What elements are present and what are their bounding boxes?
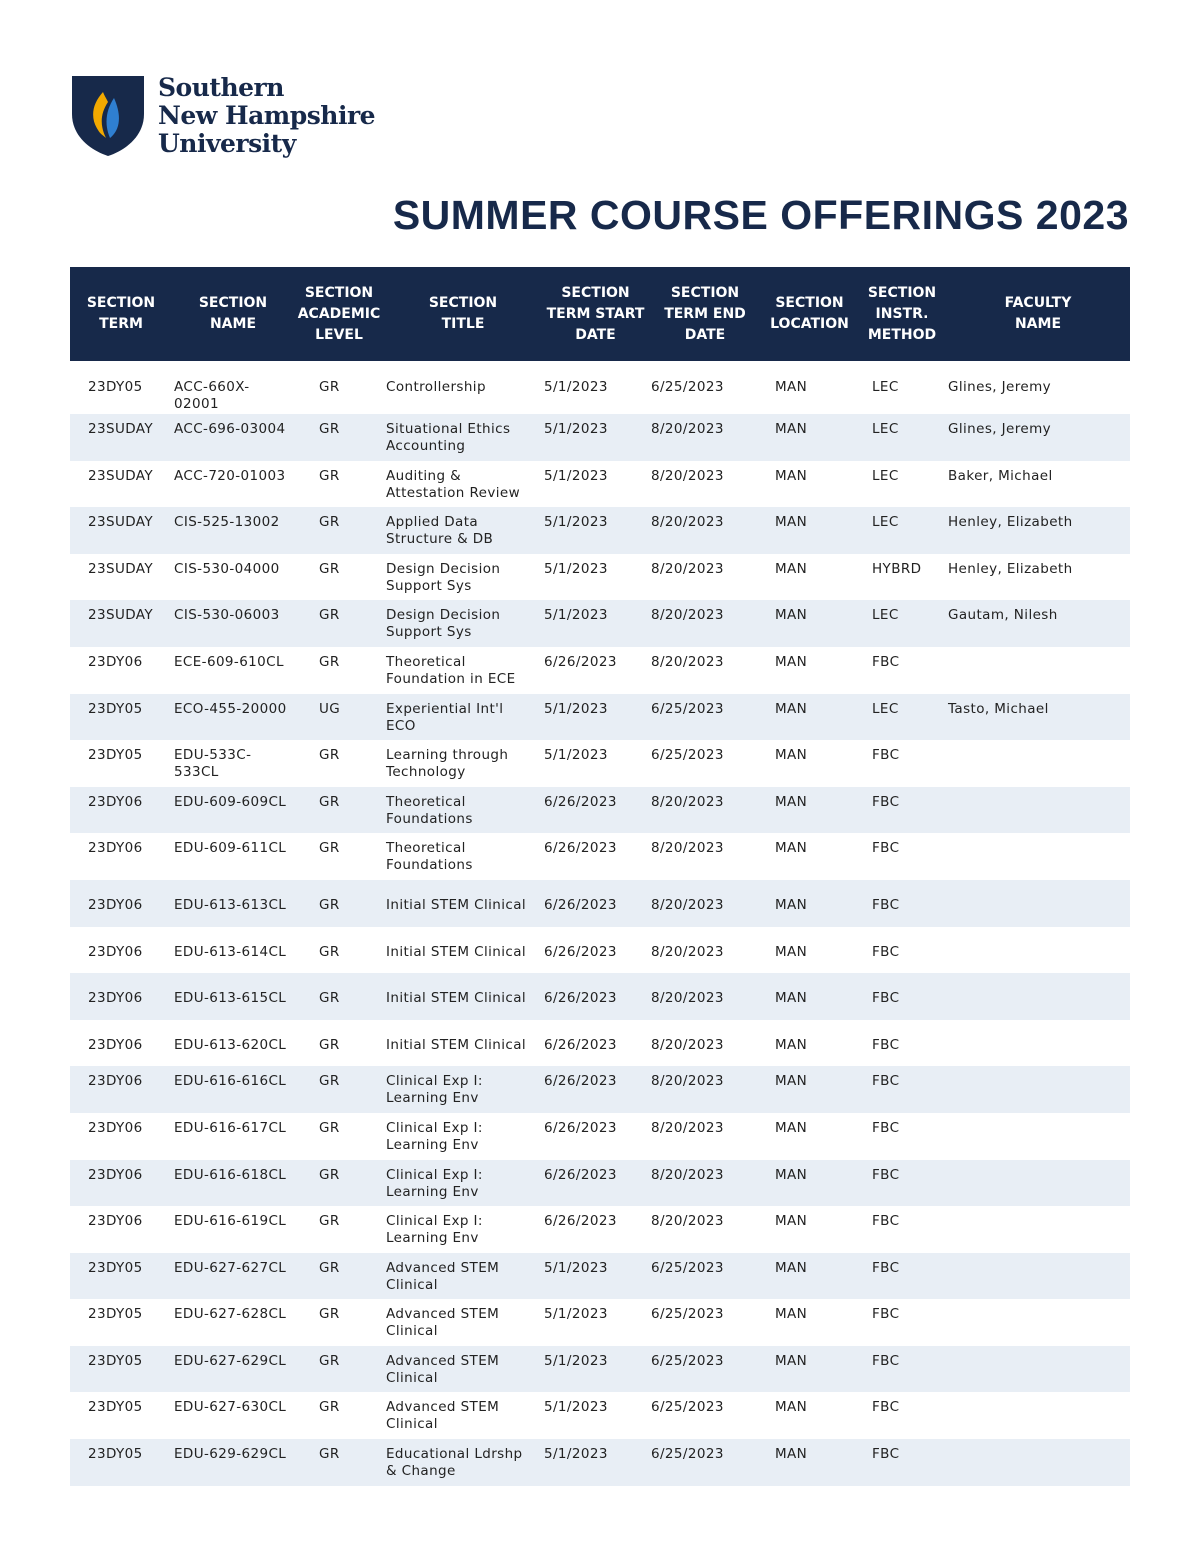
cell-level: GR <box>319 1352 340 1369</box>
cell-term: 23DY06 <box>88 1073 143 1090</box>
cell-level: GR <box>319 379 340 395</box>
cell-term: 23SUDAY <box>88 514 154 531</box>
table-row <box>70 1160 1130 1207</box>
cell-method: FBC <box>872 1166 900 1183</box>
cell-method: FBC <box>872 1119 900 1136</box>
cell-start-date: 5/1/2023 <box>544 1352 608 1369</box>
table-row <box>70 647 1130 694</box>
cell-title: Situational Ethics Accounting <box>386 421 511 454</box>
cell-level: GR <box>319 653 340 670</box>
cell-level: GR <box>319 1446 340 1463</box>
cell-level: GR <box>319 1073 340 1090</box>
cell-faculty: Baker, Michael <box>948 467 1053 484</box>
cell-level: GR <box>319 1213 340 1230</box>
cell-method: FBC <box>872 1036 900 1053</box>
table-row <box>70 1206 1130 1253</box>
cell-term: 23DY06 <box>88 896 143 913</box>
cell-start-date: 6/26/2023 <box>544 1119 617 1136</box>
cell-title: Theoretical Foundation in ECE <box>386 653 516 687</box>
cell-method: FBC <box>872 1306 900 1323</box>
cell-end-date: 8/20/2023 <box>651 1073 724 1090</box>
cell-faculty <box>946 1020 1130 1067</box>
cell-name: EDU-616-616CL <box>174 1073 287 1090</box>
cell-title: Educational Ldrshp & Change <box>386 1446 523 1480</box>
cell-location: MAN <box>775 793 808 810</box>
cell-term: 23DY06 <box>88 990 143 1007</box>
cell-location: MAN <box>775 467 808 484</box>
cell-name: EDU-613-620CL <box>174 1036 287 1053</box>
table-row <box>70 414 1130 461</box>
cell-title: Design Decision Support Sys <box>386 607 501 641</box>
cell-title: Clinical Exp I: Learning Env <box>386 1073 483 1107</box>
cell-name: ACC-660X-02001 <box>174 379 250 412</box>
cell-title: Clinical Exp I: Learning Env <box>386 1166 483 1200</box>
cell-location: MAN <box>775 514 808 531</box>
cell-start-date: 5/1/2023 <box>544 607 608 624</box>
cell-end-date: 8/20/2023 <box>651 607 724 624</box>
cell-faculty: Glines, Jeremy <box>948 379 1052 395</box>
course-offerings-table <box>70 267 1130 1486</box>
cell-method: FBC <box>872 653 900 670</box>
cell-term: 23DY05 <box>88 379 143 395</box>
cell-name: EDU-609-611CL <box>174 840 287 857</box>
cell-name: ACC-696-03004 <box>174 421 286 437</box>
cell-start-date: 5/1/2023 <box>544 747 608 764</box>
cell-end-date: 8/20/2023 <box>651 560 724 577</box>
cell-faculty <box>946 1346 1130 1393</box>
table-row <box>70 461 1130 508</box>
table-row <box>70 694 1130 741</box>
cell-term: 23DY05 <box>88 1352 143 1369</box>
cell-start-date: 5/1/2023 <box>544 1259 608 1276</box>
cell-term: 23DY06 <box>88 840 143 857</box>
cell-level: GR <box>319 1166 340 1183</box>
cell-faculty <box>946 1392 1130 1439</box>
cell-start-date: 5/1/2023 <box>544 379 608 395</box>
cell-level: GR <box>319 607 340 624</box>
table-row <box>70 1066 1130 1113</box>
cell-method: LEC <box>872 607 899 624</box>
table-row <box>70 507 1130 554</box>
cell-faculty <box>946 1439 1130 1486</box>
cell-start-date: 5/1/2023 <box>544 467 608 484</box>
cell-start-date: 6/26/2023 <box>544 653 617 670</box>
table-header-row <box>70 267 1130 361</box>
cell-faculty <box>946 787 1130 834</box>
cell-location: MAN <box>775 896 808 913</box>
cell-name: EDU-616-617CL <box>174 1119 287 1136</box>
cell-start-date: 5/1/2023 <box>544 1446 608 1463</box>
cell-method: LEC <box>872 379 899 395</box>
cell-start-date: 5/1/2023 <box>544 1399 608 1416</box>
cell-location: MAN <box>775 560 808 577</box>
table-row <box>70 740 1130 787</box>
table-row <box>70 600 1130 647</box>
column-header-term: SECTION TERM <box>70 267 172 361</box>
cell-method: LEC <box>872 700 899 717</box>
cell-end-date: 6/25/2023 <box>651 700 724 717</box>
column-header-title: SECTION TITLE <box>384 267 542 361</box>
cell-faculty: Gautam, Nilesh <box>948 607 1058 624</box>
cell-level: GR <box>319 1036 340 1053</box>
cell-name: ACC-720-01003 <box>174 467 286 484</box>
cell-end-date: 8/20/2023 <box>651 840 724 857</box>
table-row <box>70 927 1130 974</box>
cell-end-date: 6/25/2023 <box>651 747 724 764</box>
cell-name: EDU-627-627CL <box>174 1259 287 1276</box>
logo-line-3: University <box>158 129 296 158</box>
cell-method: FBC <box>872 793 900 810</box>
table-row <box>70 554 1130 601</box>
cell-title: Advanced STEM Clinical <box>386 1399 500 1433</box>
shield-flame-icon <box>70 74 146 158</box>
cell-location: MAN <box>775 1399 808 1416</box>
cell-name: EDU-613-614CL <box>174 943 287 960</box>
table-row <box>70 1346 1130 1393</box>
cell-end-date: 8/20/2023 <box>651 1166 724 1183</box>
cell-faculty <box>946 833 1130 880</box>
cell-location: MAN <box>775 943 808 960</box>
cell-level: GR <box>319 514 340 531</box>
cell-name: EDU-616-618CL <box>174 1166 287 1183</box>
column-header-start-date: SECTION TERM START DATE <box>542 267 649 361</box>
cell-level: GR <box>319 896 340 913</box>
cell-end-date: 6/25/2023 <box>651 379 724 395</box>
cell-end-date: 6/25/2023 <box>651 1306 724 1323</box>
cell-term: 23DY06 <box>88 1119 143 1136</box>
cell-faculty <box>946 1113 1130 1160</box>
table-body <box>70 361 1130 1486</box>
cell-name: EDU-627-628CL <box>174 1306 287 1323</box>
cell-start-date: 5/1/2023 <box>544 421 608 437</box>
cell-start-date: 6/26/2023 <box>544 1073 617 1090</box>
cell-title: Advanced STEM Clinical <box>386 1306 500 1340</box>
cell-faculty: Tasto, Michael <box>948 700 1049 717</box>
column-header-level: SECTION ACADEMIC LEVEL <box>294 267 384 361</box>
cell-end-date: 6/25/2023 <box>651 1352 724 1369</box>
cell-term: 23SUDAY <box>88 421 154 437</box>
cell-title: Clinical Exp I: Learning Env <box>386 1119 483 1153</box>
cell-faculty <box>946 1206 1130 1253</box>
cell-end-date: 8/20/2023 <box>651 1213 724 1230</box>
cell-title: Advanced STEM Clinical <box>386 1259 500 1293</box>
logo-line-1: Southern <box>158 73 284 102</box>
cell-faculty <box>946 973 1130 1020</box>
cell-term: 23DY05 <box>88 700 143 717</box>
cell-location: MAN <box>775 421 808 437</box>
cell-name: CIS-530-06003 <box>174 607 280 624</box>
table-row <box>70 833 1130 880</box>
cell-level: UG <box>319 700 341 717</box>
cell-location: MAN <box>775 1073 808 1090</box>
cell-end-date: 8/20/2023 <box>651 1036 724 1053</box>
cell-location: MAN <box>775 1036 808 1053</box>
logo-line-2: New Hampshire <box>158 101 376 130</box>
column-header-method: SECTION INSTR. METHOD <box>858 267 946 361</box>
cell-start-date: 5/1/2023 <box>544 700 608 717</box>
cell-title: Experiential Int'l ECO <box>386 700 504 734</box>
cell-end-date: 8/20/2023 <box>651 653 724 670</box>
cell-faculty <box>946 740 1130 787</box>
page-title: SUMMER COURSE OFFERINGS 2023 <box>392 192 1129 238</box>
cell-term: 23DY06 <box>88 1036 143 1053</box>
snhu-logo <box>70 74 390 164</box>
logo-wordmark <box>158 74 375 158</box>
cell-level: GR <box>319 990 340 1007</box>
cell-name: EDU-533C-533CL <box>174 747 252 781</box>
cell-faculty <box>946 1299 1130 1346</box>
cell-title: Learning through Technology <box>386 747 509 781</box>
cell-term: 23DY05 <box>88 1446 143 1463</box>
cell-end-date: 8/20/2023 <box>651 467 724 484</box>
cell-level: GR <box>319 421 340 437</box>
table-row <box>70 787 1130 834</box>
cell-end-date: 8/20/2023 <box>651 990 724 1007</box>
cell-start-date: 6/26/2023 <box>544 943 617 960</box>
cell-title: Initial STEM Clinical <box>386 990 527 1007</box>
cell-title: Advanced STEM Clinical <box>386 1352 500 1386</box>
cell-start-date: 5/1/2023 <box>544 1306 608 1323</box>
cell-method: HYBRD <box>872 560 922 577</box>
cell-title: Theoretical Foundations <box>386 840 473 874</box>
cell-end-date: 6/25/2023 <box>651 1399 724 1416</box>
cell-level: GR <box>319 747 340 764</box>
cell-term: 23DY06 <box>88 653 143 670</box>
cell-end-date: 8/20/2023 <box>651 421 724 437</box>
cell-level: GR <box>319 943 340 960</box>
cell-location: MAN <box>775 700 808 717</box>
cell-location: MAN <box>775 1352 808 1369</box>
cell-start-date: 5/1/2023 <box>544 514 608 531</box>
cell-start-date: 6/26/2023 <box>544 896 617 913</box>
column-header-end-date: SECTION TERM END DATE <box>649 267 761 361</box>
cell-level: GR <box>319 560 340 577</box>
cell-title: Initial STEM Clinical <box>386 943 527 960</box>
cell-level: GR <box>319 1399 340 1416</box>
cell-location: MAN <box>775 840 808 857</box>
cell-faculty <box>946 1253 1130 1300</box>
table-row <box>70 361 1130 414</box>
cell-location: MAN <box>775 1166 808 1183</box>
cell-faculty: Glines, Jeremy <box>948 421 1052 437</box>
cell-term: 23DY05 <box>88 1306 143 1323</box>
cell-location: MAN <box>775 1306 808 1323</box>
cell-term: 23DY05 <box>88 1259 143 1276</box>
cell-end-date: 8/20/2023 <box>651 1119 724 1136</box>
column-header-faculty: FACULTY NAME <box>946 267 1130 361</box>
cell-method: FBC <box>872 1073 900 1090</box>
cell-name: EDU-609-609CL <box>174 793 287 810</box>
cell-faculty <box>946 647 1130 694</box>
table-row <box>70 1253 1130 1300</box>
cell-location: MAN <box>775 607 808 624</box>
cell-level: GR <box>319 1306 340 1323</box>
cell-start-date: 6/26/2023 <box>544 1036 617 1053</box>
cell-faculty: Henley, Elizabeth <box>948 560 1073 577</box>
cell-level: GR <box>319 467 340 484</box>
cell-title: Auditing & Attestation Review <box>386 467 521 501</box>
column-header-name: SECTION NAME <box>172 267 294 361</box>
cell-faculty <box>946 1160 1130 1207</box>
cell-method: FBC <box>872 1446 900 1463</box>
cell-name: ECE-609-610CL <box>174 653 284 670</box>
cell-term: 23SUDAY <box>88 467 154 484</box>
cell-end-date: 8/20/2023 <box>651 896 724 913</box>
cell-location: MAN <box>775 1119 808 1136</box>
cell-location: MAN <box>775 1213 808 1230</box>
cell-location: MAN <box>775 1446 808 1463</box>
cell-end-date: 8/20/2023 <box>651 793 724 810</box>
cell-method: FBC <box>872 943 900 960</box>
table-row <box>70 1299 1130 1346</box>
cell-name: EDU-616-619CL <box>174 1213 287 1230</box>
cell-start-date: 6/26/2023 <box>544 793 617 810</box>
cell-method: FBC <box>872 1213 900 1230</box>
cell-method: FBC <box>872 1259 900 1276</box>
cell-location: MAN <box>775 1259 808 1276</box>
cell-title: Theoretical Foundations <box>386 793 473 827</box>
cell-location: MAN <box>775 379 808 395</box>
table-header <box>70 267 1130 361</box>
cell-name: EDU-627-630CL <box>174 1399 287 1416</box>
cell-start-date: 6/26/2023 <box>544 1213 617 1230</box>
cell-faculty: Henley, Elizabeth <box>948 514 1073 531</box>
cell-method: FBC <box>872 1352 900 1369</box>
cell-term: 23SUDAY <box>88 560 154 577</box>
cell-method: LEC <box>872 421 899 437</box>
cell-end-date: 8/20/2023 <box>651 514 724 531</box>
cell-method: FBC <box>872 990 900 1007</box>
cell-location: MAN <box>775 747 808 764</box>
table-row <box>70 973 1130 1020</box>
cell-end-date: 6/25/2023 <box>651 1446 724 1463</box>
cell-name: EDU-613-613CL <box>174 896 287 913</box>
cell-end-date: 8/20/2023 <box>651 943 724 960</box>
cell-name: EDU-629-629CL <box>174 1446 287 1463</box>
column-header-location: SECTION LOCATION <box>761 267 858 361</box>
cell-title: Clinical Exp I: Learning Env <box>386 1213 483 1247</box>
cell-method: FBC <box>872 896 900 913</box>
cell-faculty <box>946 880 1130 927</box>
cell-term: 23DY06 <box>88 793 143 810</box>
cell-name: CIS-530-04000 <box>174 560 280 577</box>
cell-method: FBC <box>872 840 900 857</box>
cell-title: Initial STEM Clinical <box>386 1036 527 1053</box>
table-row <box>70 1020 1130 1067</box>
cell-level: GR <box>319 1119 340 1136</box>
cell-method: FBC <box>872 1399 900 1416</box>
cell-level: GR <box>319 1259 340 1276</box>
cell-term: 23DY05 <box>88 1399 143 1416</box>
cell-location: MAN <box>775 653 808 670</box>
cell-method: FBC <box>872 747 900 764</box>
cell-term: 23DY06 <box>88 943 143 960</box>
cell-term: 23DY06 <box>88 1213 143 1230</box>
cell-name: EDU-627-629CL <box>174 1352 287 1369</box>
table-row <box>70 1392 1130 1439</box>
cell-location: MAN <box>775 990 808 1007</box>
cell-faculty <box>946 927 1130 974</box>
cell-level: GR <box>319 793 340 810</box>
cell-method: LEC <box>872 467 899 484</box>
cell-term: 23SUDAY <box>88 607 154 624</box>
cell-level: GR <box>319 840 340 857</box>
cell-name: CIS-525-13002 <box>174 514 280 531</box>
cell-term: 23DY05 <box>88 747 143 764</box>
cell-end-date: 6/25/2023 <box>651 1259 724 1276</box>
cell-start-date: 6/26/2023 <box>544 990 617 1007</box>
table-row <box>70 1439 1130 1486</box>
cell-title: Design Decision Support Sys <box>386 560 501 594</box>
cell-method: LEC <box>872 514 899 531</box>
cell-start-date: 6/26/2023 <box>544 1166 617 1183</box>
table-row <box>70 880 1130 927</box>
cell-title: Applied Data Structure & DB <box>386 514 494 548</box>
cell-faculty <box>946 1066 1130 1113</box>
cell-term: 23DY06 <box>88 1166 143 1183</box>
cell-name: EDU-613-615CL <box>174 990 287 1007</box>
cell-name: ECO-455-20000 <box>174 700 287 717</box>
cell-start-date: 5/1/2023 <box>544 560 608 577</box>
table-row <box>70 1113 1130 1160</box>
cell-title: Controllership <box>386 379 486 395</box>
cell-start-date: 6/26/2023 <box>544 840 617 857</box>
cell-title: Initial STEM Clinical <box>386 896 527 913</box>
